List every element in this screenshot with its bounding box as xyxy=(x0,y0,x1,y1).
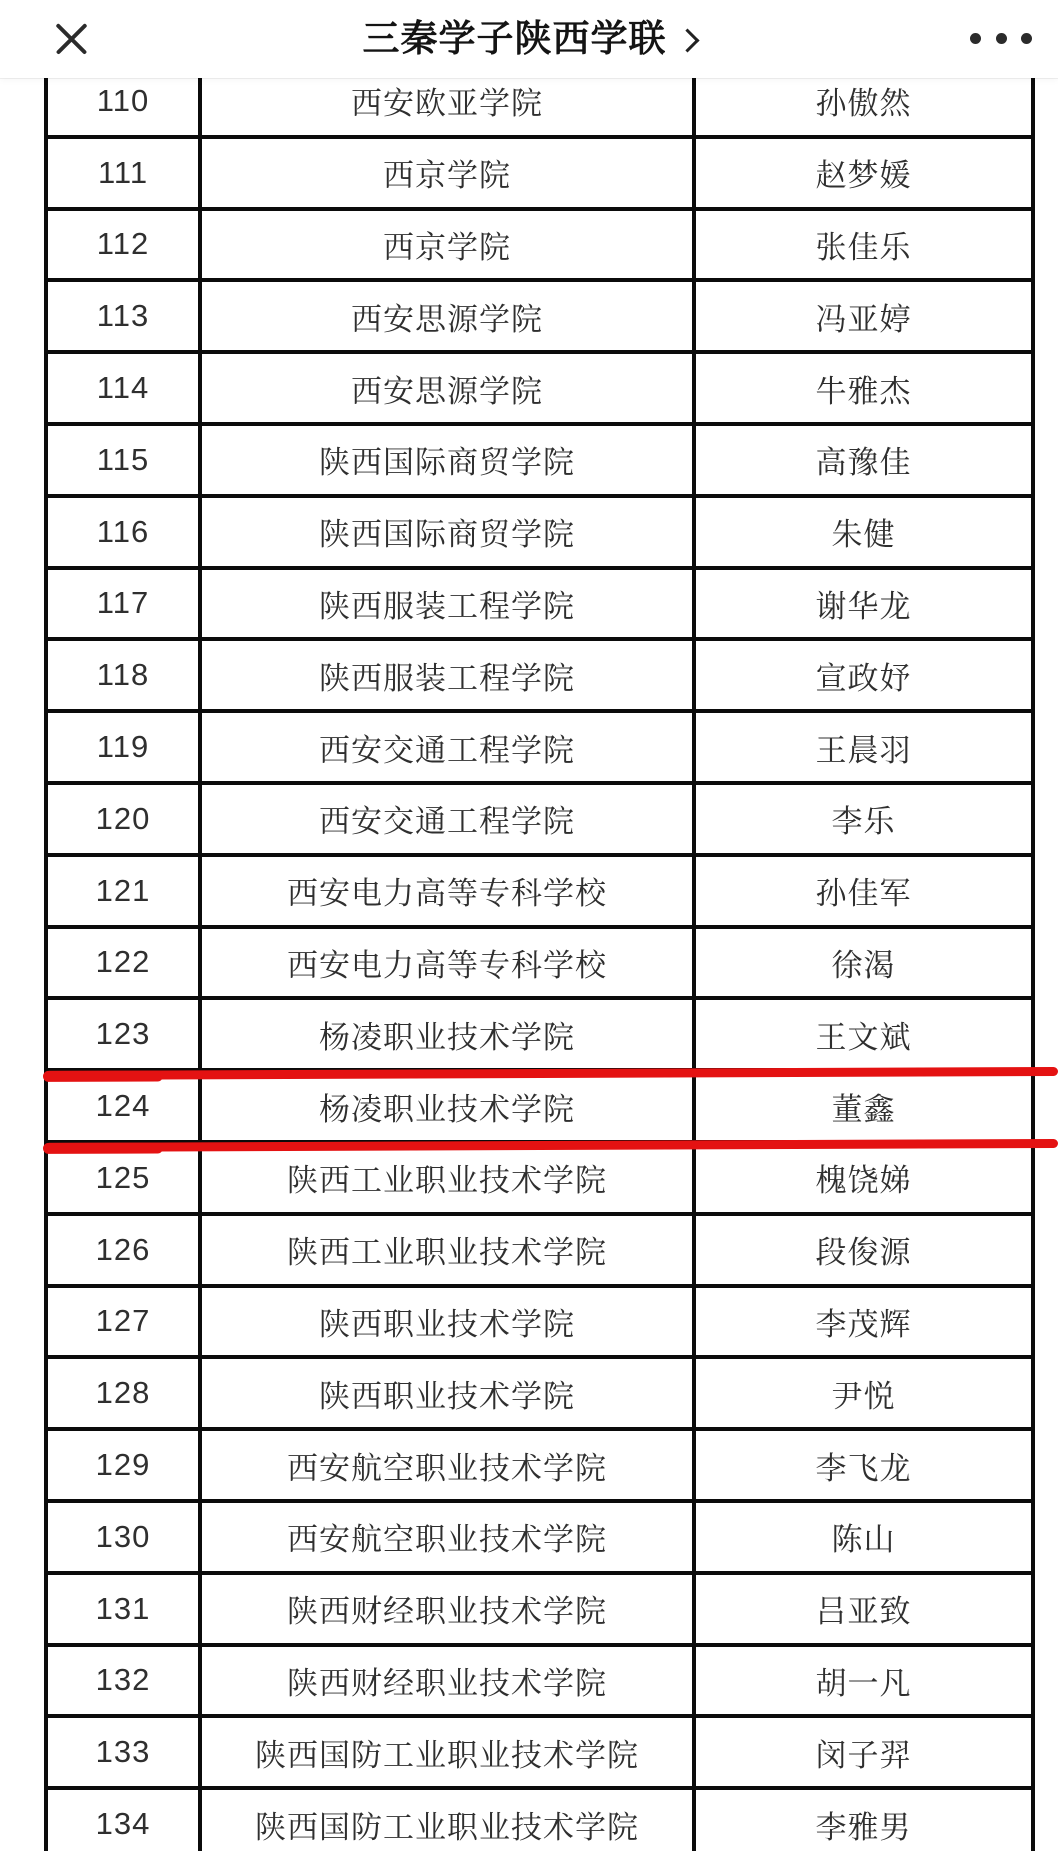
name-cell: 宣政妤 xyxy=(815,660,912,696)
name-cell: 李飞龙 xyxy=(815,1450,912,1486)
page-title: 三秦学子陕西学联 xyxy=(362,18,667,59)
table-row xyxy=(48,1503,1031,1575)
school-cell: 西京学院 xyxy=(202,211,696,279)
school-cell: 西安航空职业技术学院 xyxy=(202,1431,696,1499)
table-row xyxy=(48,1359,1031,1431)
table-row xyxy=(48,498,1031,570)
row-number-cell: 110 xyxy=(48,67,202,135)
table-row xyxy=(48,1216,1031,1288)
row-number-cell: 120 xyxy=(48,785,202,853)
row-number-cell: 115 xyxy=(48,426,202,494)
name-cell: 闵子羿 xyxy=(815,1737,912,1773)
school-cell: 西安思源学院 xyxy=(202,282,696,350)
school-cell: 西安电力高等专科学校 xyxy=(202,929,696,997)
name-cell: 董鑫 xyxy=(831,1091,896,1127)
name-cell: 尹悦 xyxy=(831,1378,896,1414)
school-cell: 陕西国防工业职业技术学院 xyxy=(202,1718,696,1786)
table-row xyxy=(48,1790,1031,1851)
school-cell: 陕西职业技术学院 xyxy=(202,1359,696,1427)
name-cell: 孙傲然 xyxy=(815,86,912,122)
navbar xyxy=(0,0,1058,78)
row-number-cell: 122 xyxy=(48,929,202,997)
school-cell: 陕西工业职业技术学院 xyxy=(202,1144,696,1212)
table-row xyxy=(48,1431,1031,1503)
article-title-button[interactable] xyxy=(0,0,1058,78)
school-cell: 杨凌职业技术学院 xyxy=(202,1072,696,1140)
school-cell: 西安交通工程学院 xyxy=(202,785,696,853)
row-number-cell: 121 xyxy=(48,857,202,925)
chevron-right-icon xyxy=(675,28,699,52)
name-cell: 陈山 xyxy=(831,1522,896,1558)
row-number-cell: 113 xyxy=(48,282,202,350)
table-row xyxy=(48,1072,1031,1144)
table-row xyxy=(48,354,1031,426)
row-number-cell: 126 xyxy=(48,1216,202,1284)
table-row xyxy=(48,570,1031,642)
row-number-cell: 125 xyxy=(48,1144,202,1212)
name-cell: 王晨羽 xyxy=(815,732,912,768)
row-number-cell: 124 xyxy=(48,1072,202,1140)
name-cell: 槐饶娣 xyxy=(815,1163,912,1199)
table-row xyxy=(48,929,1031,1001)
table-row xyxy=(48,857,1031,929)
ellipsis-more-icon xyxy=(970,33,981,44)
name-cell: 谢华龙 xyxy=(815,588,912,624)
school-cell: 陕西职业技术学院 xyxy=(202,1288,696,1356)
row-number-cell: 132 xyxy=(48,1647,202,1715)
row-number-cell: 112 xyxy=(48,211,202,279)
school-cell: 西安思源学院 xyxy=(202,354,696,422)
name-cell: 王文斌 xyxy=(815,1019,912,1055)
name-cell: 赵梦媛 xyxy=(815,158,912,194)
name-cell: 李雅男 xyxy=(815,1809,912,1845)
table-row xyxy=(48,713,1031,785)
school-cell: 西安欧亚学院 xyxy=(202,67,696,135)
school-cell: 陕西服装工程学院 xyxy=(202,570,696,638)
name-cell: 段俊源 xyxy=(815,1235,912,1271)
table-row xyxy=(48,1144,1031,1216)
school-cell: 西安交通工程学院 xyxy=(202,713,696,781)
table-row xyxy=(48,1647,1031,1719)
roster-table xyxy=(44,67,1035,1851)
row-number-cell: 119 xyxy=(48,713,202,781)
name-cell: 吕亚致 xyxy=(815,1594,912,1630)
row-number-cell: 117 xyxy=(48,570,202,638)
school-cell: 陕西工业职业技术学院 xyxy=(202,1216,696,1284)
school-cell: 西安航空职业技术学院 xyxy=(202,1503,696,1571)
name-cell: 李茂辉 xyxy=(815,1306,912,1342)
name-cell: 张佳乐 xyxy=(815,229,912,265)
name-cell: 孙佳军 xyxy=(815,876,912,912)
row-number-cell: 127 xyxy=(48,1288,202,1356)
table-row xyxy=(48,1718,1031,1790)
row-number-cell: 130 xyxy=(48,1503,202,1571)
row-number-cell: 118 xyxy=(48,641,202,709)
school-cell: 陕西财经职业技术学院 xyxy=(202,1647,696,1715)
table-row xyxy=(48,211,1031,283)
table-row xyxy=(48,641,1031,713)
row-number-cell: 131 xyxy=(48,1575,202,1643)
school-cell: 陕西财经职业技术学院 xyxy=(202,1575,696,1643)
name-cell: 朱健 xyxy=(831,517,896,553)
table-row xyxy=(48,785,1031,857)
name-cell: 高豫佳 xyxy=(815,445,912,481)
name-cell: 胡一凡 xyxy=(815,1665,912,1701)
row-number-cell: 116 xyxy=(48,498,202,566)
table-row xyxy=(48,139,1031,211)
row-number-cell: 123 xyxy=(48,1000,202,1068)
name-cell: 徐渴 xyxy=(831,947,896,983)
name-cell: 李乐 xyxy=(831,804,896,840)
school-cell: 陕西国际商贸学院 xyxy=(202,426,696,494)
table-row xyxy=(48,1575,1031,1647)
school-cell: 陕西国防工业职业技术学院 xyxy=(202,1790,696,1851)
row-number-cell: 134 xyxy=(48,1790,202,1851)
school-cell: 西京学院 xyxy=(202,139,696,207)
name-cell: 冯亚婷 xyxy=(815,301,912,337)
table-row xyxy=(48,282,1031,354)
table-row xyxy=(48,1288,1031,1360)
table-row xyxy=(48,426,1031,498)
more-options-button[interactable] xyxy=(970,20,1032,57)
table-row xyxy=(48,1000,1031,1072)
school-cell: 杨凌职业技术学院 xyxy=(202,1000,696,1068)
row-number-cell: 133 xyxy=(48,1718,202,1786)
name-cell: 牛雅杰 xyxy=(815,373,912,409)
row-number-cell: 128 xyxy=(48,1359,202,1427)
table-body xyxy=(44,67,1035,1851)
row-number-cell: 129 xyxy=(48,1431,202,1499)
row-number-cell: 111 xyxy=(48,139,202,207)
school-cell: 陕西服装工程学院 xyxy=(202,641,696,709)
school-cell: 西安电力高等专科学校 xyxy=(202,857,696,925)
row-number-cell: 114 xyxy=(48,354,202,422)
school-cell: 陕西国际商贸学院 xyxy=(202,498,696,566)
